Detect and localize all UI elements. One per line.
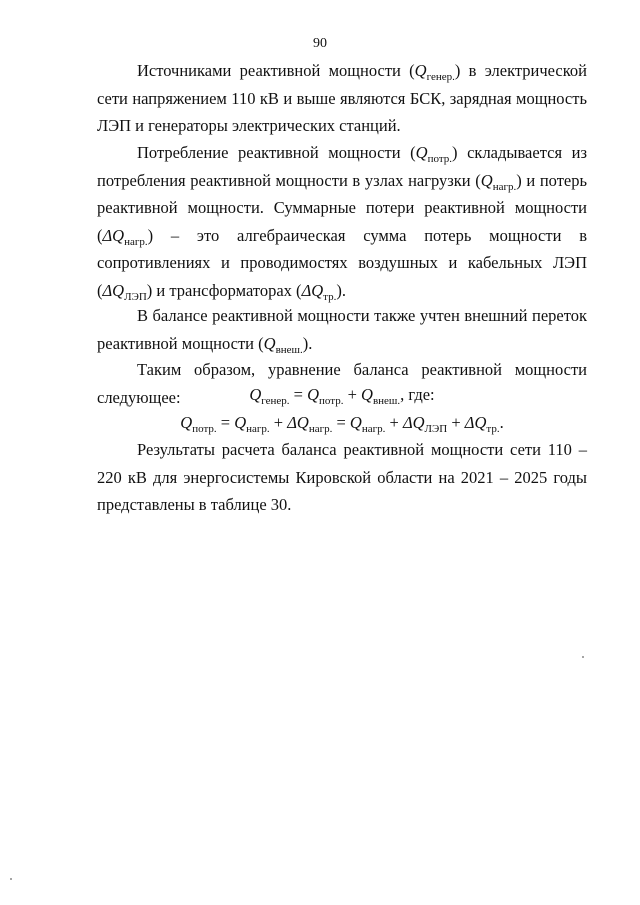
page-number: 90 xyxy=(313,36,327,51)
scan-speck xyxy=(10,878,12,880)
math-dq-lep: $\Delta Q_{ЛЭП}$ xyxy=(102,280,147,303)
math-q-vnesh: $Q_{внеш.}$ xyxy=(263,333,303,356)
paragraph-balance-intro: Таким образом, уравнение баланса реактивной мощности следующее: xyxy=(97,360,587,407)
paragraph-external-flow: В балансе реактивной мощности также учтен внешний переток реактивной мощности $(Q_{внеш.})$. xyxy=(97,306,587,356)
math-q-nagr: $Q_{нагр.}$ xyxy=(480,170,517,193)
math-q-potr: $Q_{потр.}$ xyxy=(415,143,453,165)
paragraph-consumption: Потребление реактивной мощности $(Q_{потр.})$ складывается из потребления реактивной мощности в узлах нагрузки $(Q_{нагр.})$ и потерь реактивной мощности. Суммарные потери реактивной мощности $(\Delta Q_{нагр.})$ – это алгебраическая сумма потерь мощности в сопротивлениях и проводимостях воздушных и кабельных ЛЭП $(\Delta Q_{ЛЭП})$ и трансформаторах $(\Delta Q_{тр.})$. xyxy=(97,143,588,303)
equation-balance: $Q_{генер.} = Q_{потр.} + Q_{внеш.}$, где: xyxy=(249,385,435,407)
paragraph-results: Результаты расчета баланса реактивной мощности сети 110 – 220 кВ для энергосистемы Кировской области на 2021 – 2025 годы представлены в таблице 30. xyxy=(97,440,587,514)
math-q-gener: $Q_{генер.}$ xyxy=(414,61,455,83)
equation-consumption: $Q_{потр.} = Q_{нагр.} + \Delta Q_{нагр.} = Q_{нагр.} + \Delta Q_{ЛЭП} + \Delta Q_{тр.}$. xyxy=(180,413,504,435)
scan-speck xyxy=(582,656,584,658)
math-dq-nagr: $\Delta Q_{нагр.}$ xyxy=(102,225,148,248)
paragraph-sources: Источниками реактивной мощности $(Q_{генер.})$ в электрической сети напряжением 110 кВ и выше являются БСК, зарядная мощность ЛЭП и генераторы электрических станций. xyxy=(97,61,587,135)
math-dq-tr: $\Delta Q_{тр.}$ xyxy=(301,280,337,303)
